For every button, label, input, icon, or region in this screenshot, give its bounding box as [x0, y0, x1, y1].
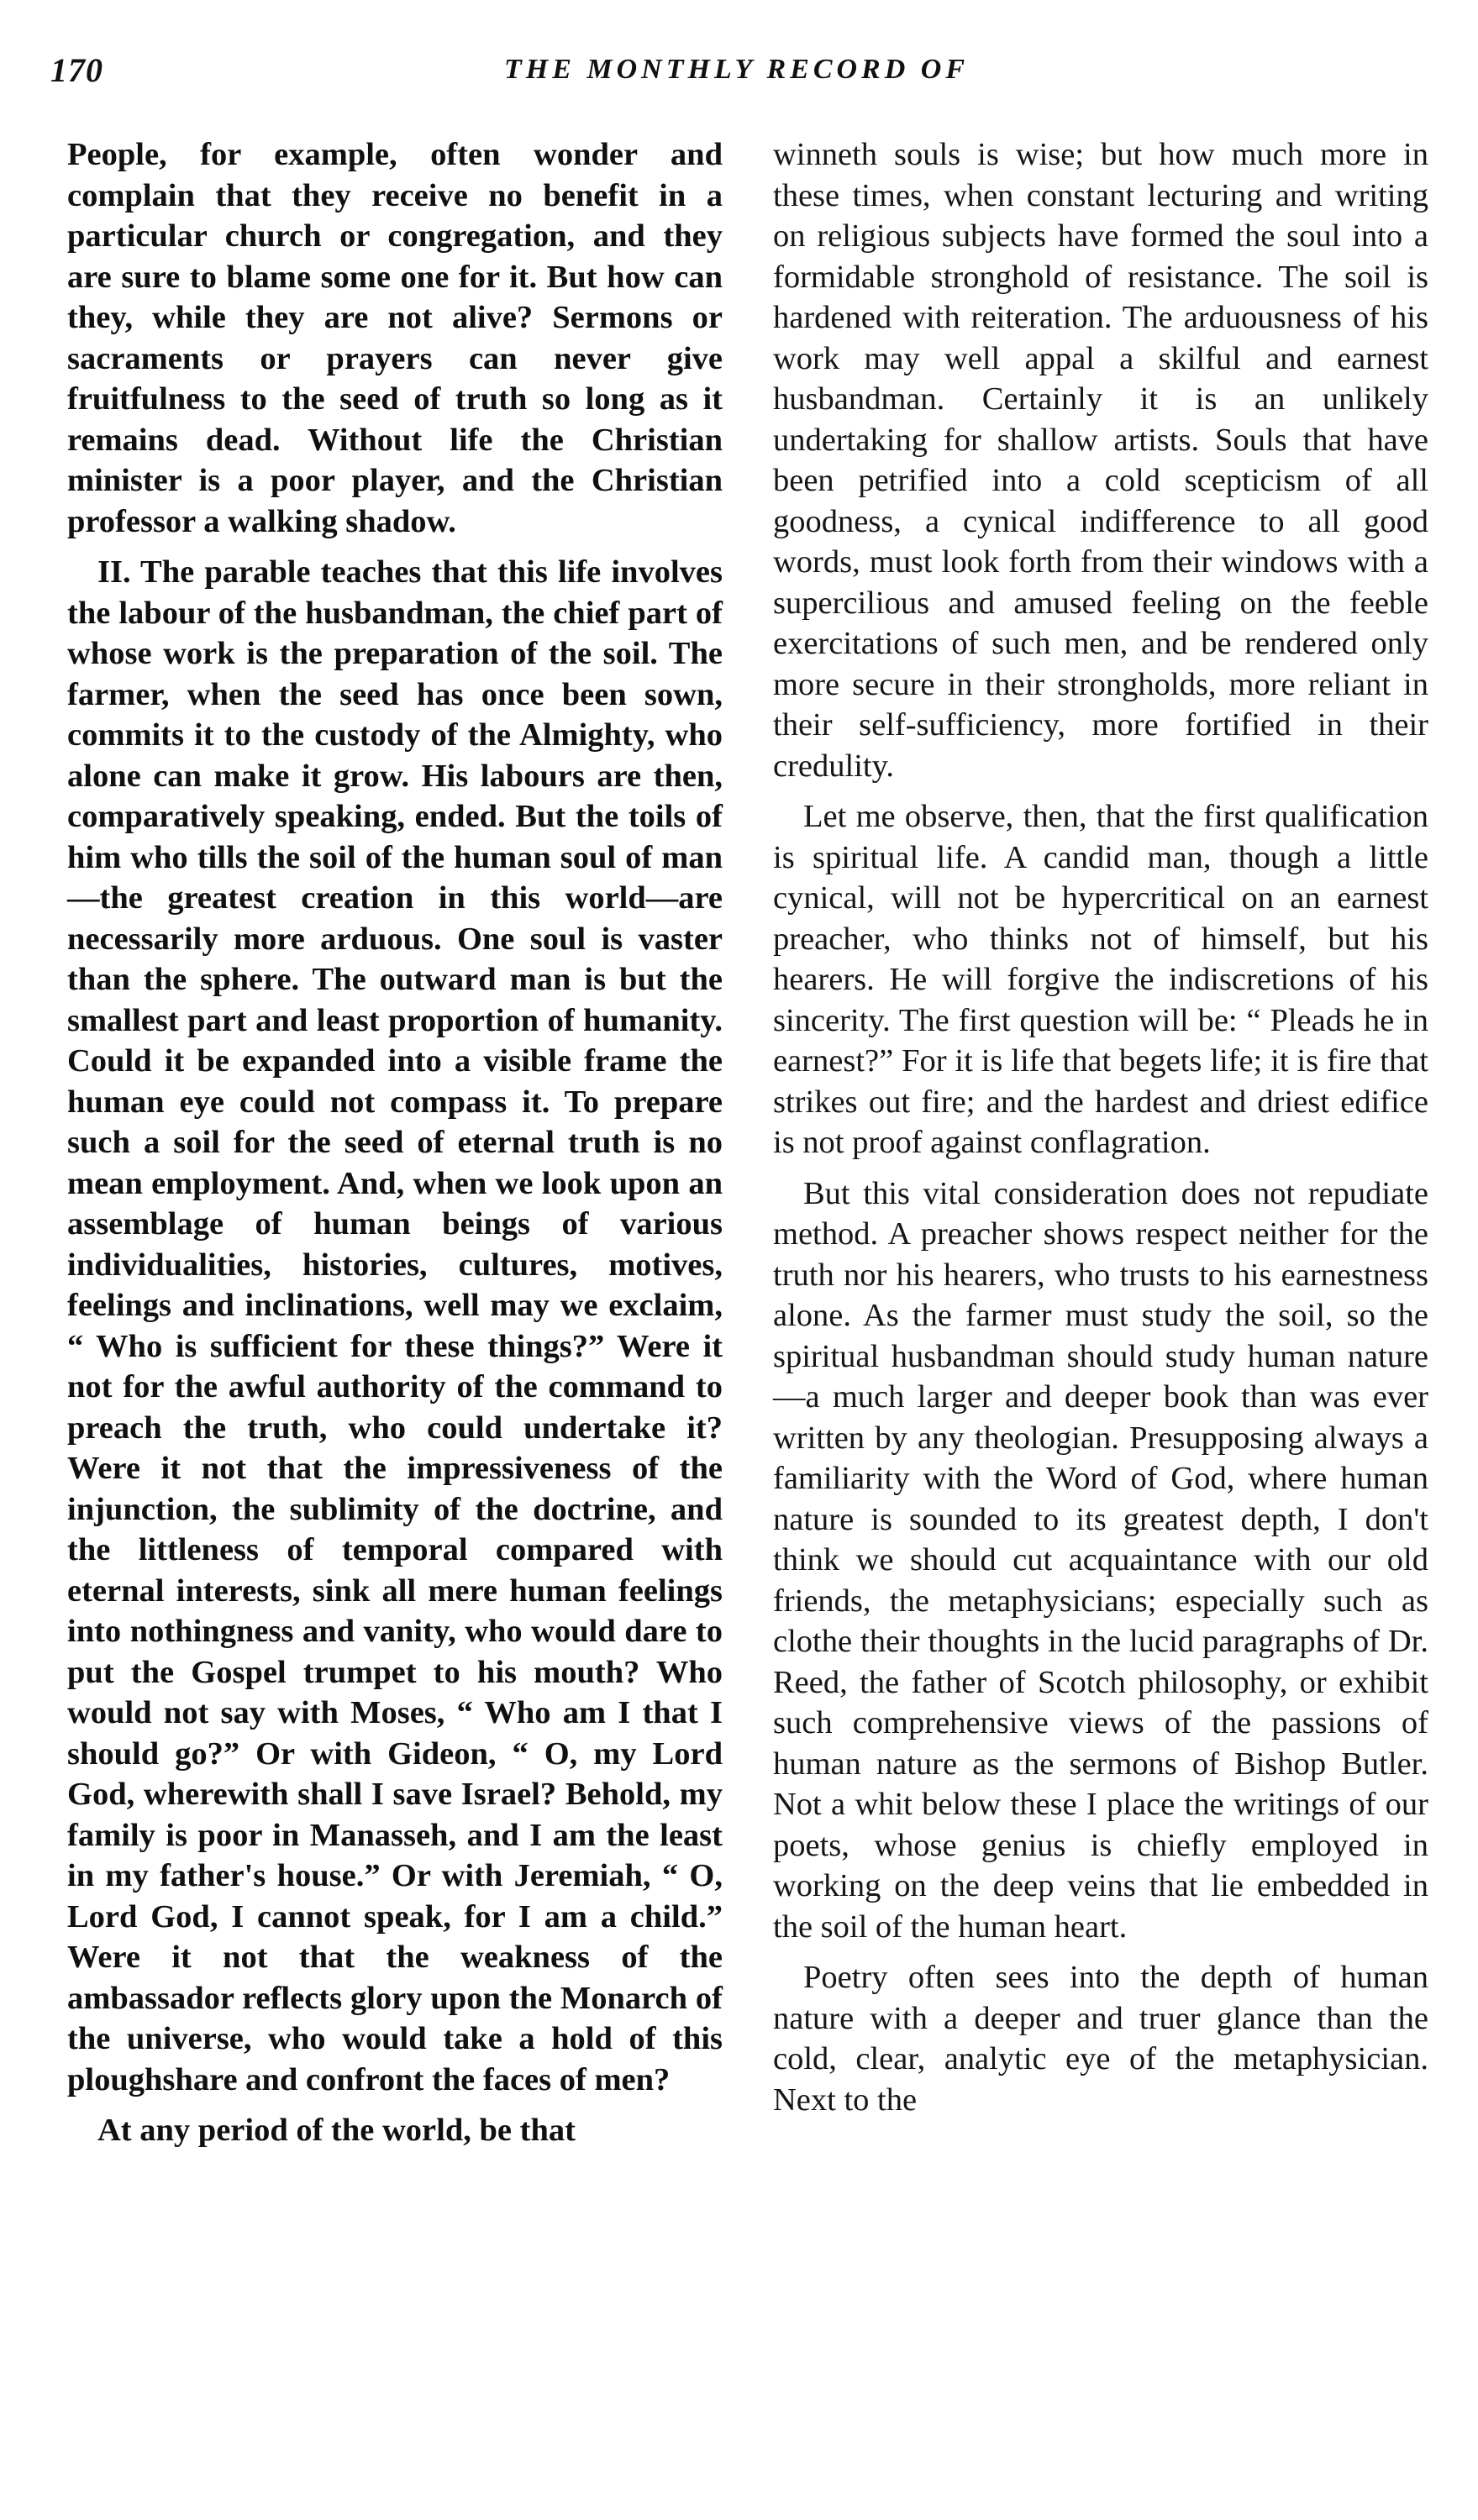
paragraph: winneth souls is wise; but how much more in these times, when constant lecturing and writing on religious subjects have formed the soul into a formidable stronghold of resistance. The soil is hardened with reiteration. The arduousness of his work may well appal a skilful and earnest husbandman. Certainly it is an unlikely undertaking for shallow artists. Souls that have been petrified into a cold scepticism of all goodness, a cynical indifference to all good words, must look forth from their windows with a supercilious and amused feeling on the feeble exercitations of such men, and be rendered only more secure in their strongholds, more reliant in their self-sufficiency, more fortified in their credulity. [773, 137, 1428, 784]
paragraph: At any period of the world, be that [97, 2113, 576, 2148]
paragraph: But this vital consideration does not repudiate method. A preacher shows respect neither for the truth nor his hearers, who trusts to his earnestness alone. As the farmer must study the soil, so the spiritual husbandman should study human nature—a much larger and deeper book than was ever written by any theologian. Presupposing always a familiarity with the Word of God, where human nature is sounded to its greatest depth, I don't think we should cut acquaintance with our old friends, the metaphysicians; especially such as clothe their thoughts in the lucid paragraphs of Dr. Reed, the father of Scotch philosophy, or exhibit such comprehensive views of the passions of human nature as the sermons of Bishop Butler. Not a whit below these I place the writings of our poets, whose genius is chiefly employed in working on the deep veins that lie embedded in the soil of the human heart. [773, 1175, 1428, 1945]
page-number: 170 [50, 51, 103, 89]
paragraph: People, for example, often wonder and complain that they receive no benefit in a particular church or congregation, and they are sure to blame some one for it. But how can they, while they are not alive? Sermons or sacraments or prayers can never give fruitfulness to the seed of truth so long as it remains dead. Without life the Christian minister is a poor player, and the Christian professor a walking shadow. [67, 137, 723, 539]
paragraph: II. The parable teaches that this life involves the labour of the husbandman, the chief part of whose work is the preparation of the soil. The farmer, when the seed has once been sown, commits it to the custody of the Almighty, who alone can make it grow. His labours are then, comparatively speaking, ended. But the toils of him who tills the soil of the human soul of man—the greatest creation in this world—are necessarily more arduous. One soul is vaster than the sphere. The outward man is but the smallest part and least proportion of humanity. Could it be expanded into a visible frame the human eye could not compass it. To prepare such a soil for the seed of eternal truth is no mean employment. And, when we look upon an assemblage of human beings of various individualities, histories, cultures, motives, feelings and inclinations, well may we exclaim, “ Who is sufficient for these things?” Were it not for the awful authority of the command to preach the truth, who could undertake it? Were it not that the impressiveness of the injunction, the sublimity of the doctrine, and the littleness of temporal compared with eternal interests, sink all mere human feelings into nothingness and vanity, who would dare to put the Gospel trumpet to his mouth? Who would not say with Moses, “ Who am I that I should go?” Or with Gideon, “ O, my Lord God, wherewith shall I save Israel? Behold, my family is poor in Manasseh, and I am the least in my father's house.” Or with Jeremiah, “ O, Lord God, I cannot speak, for I am a child.” Were it not that the weakness of the ambassador reflects glory upon the Monarch of the universe, who would take a hold of this ploughshare and confront the faces of men? [67, 554, 723, 2097]
paragraph: Let me observe, then, that the first qualification is spiritual life. A candid man, though a little cynical, will not be hypercritical on an earnest preacher, who thinks not of himself, but his hearers. He will forgive the indiscretions of his sincerity. The first question will be: “ Pleads he in earnest?” For it is life that begets life; it is fire that strikes out fire; and the hardest and driest edifice is not proof against conflagration. [773, 799, 1428, 1160]
left-column [67, 134, 723, 2161]
paragraph: Poetry often sees into the depth of human nature with a deeper and truer glance than the cold, clear, analytic eye of the metaphysician. Next to the [773, 1960, 1428, 2118]
page-header [50, 50, 1428, 101]
right-column [773, 134, 1428, 2130]
running-head: THE MONTHLY RECORD OF [504, 54, 970, 85]
